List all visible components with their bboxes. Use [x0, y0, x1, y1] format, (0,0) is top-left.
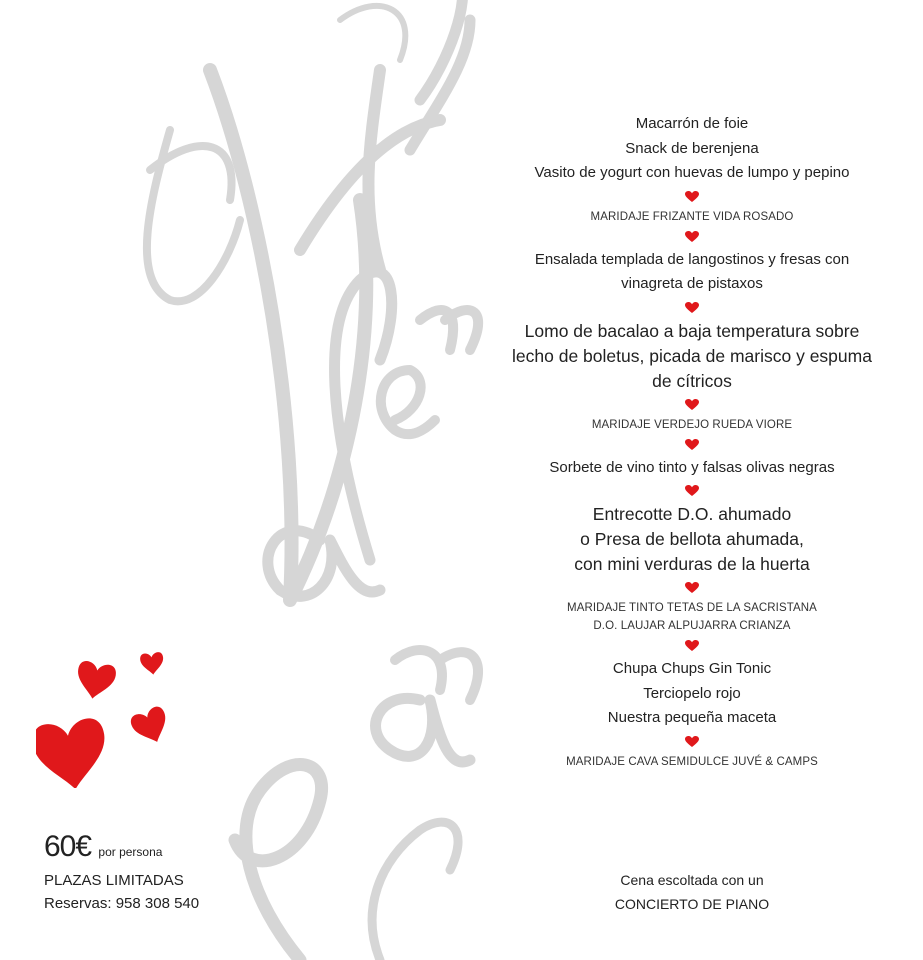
menu-item: vinagreta de pistaxos	[621, 275, 763, 292]
heart-divider-icon	[490, 226, 894, 248]
hearts-cluster-icon	[36, 648, 176, 788]
wine-pairing: MARIDAJE VERDEJO RUEDA VIORE	[591, 418, 793, 431]
menu-item: Chupa Chups Gin Tonic	[612, 660, 772, 677]
pricing-block	[44, 830, 304, 915]
price	[44, 830, 304, 869]
menu-item: con mini verduras de la huerta	[574, 554, 810, 574]
menu-item: Entrecotte D.O. ahumado	[592, 504, 792, 524]
menu-item: Snack de berenjena	[625, 139, 759, 157]
price-per-person: por persona	[98, 845, 163, 859]
menu-item: Vasito de yogurt con huevas de lumpo y pepino	[534, 164, 850, 181]
menu-item: Lomo de bacalao a baja temperatura sobre	[524, 320, 860, 341]
closing-note	[540, 868, 844, 916]
heart-divider-icon	[490, 635, 894, 657]
wine-pairing: MARIDAJE FRIZANTE VIDA ROSADO	[590, 210, 794, 223]
heart-divider-icon	[490, 577, 894, 599]
wine-pairing: D.O. LAUJAR ALPUJARRA CRIANZA	[593, 620, 791, 632]
menu-item: de cítricos	[652, 370, 732, 391]
menu-item: Sorbete de vino tinto y falsas olivas negras	[549, 458, 835, 476]
heart-divider-icon	[490, 394, 894, 416]
menu-column	[490, 112, 894, 771]
heart-divider-icon	[490, 731, 894, 753]
heart-divider-icon	[490, 434, 894, 456]
reservations-phone: Reservas: 958 308 540	[44, 895, 200, 912]
menu-item: lecho de boletus, picada de marisco y espuma	[512, 345, 872, 366]
menu-item: o Presa de bellota ahumada,	[580, 529, 804, 549]
menu-item: Ensalada templada de langostinos y fresas con	[534, 250, 850, 268]
closing-line: CONCIERTO DE PIANO	[614, 896, 770, 912]
menu-item: Terciopelo rojo	[643, 684, 741, 702]
closing-line: Cena escoltada con un	[620, 872, 764, 888]
wine-pairing: MARIDAJE TINTO TETAS DE LA SACRISTANA	[567, 602, 817, 614]
price-amount: 60€	[44, 830, 92, 863]
wine-pairing: MARIDAJE CAVA SEMIDULCE JUVÉ & CAMPS	[566, 755, 818, 768]
menu-item: Macarrón de foie	[635, 115, 749, 132]
limited-seats: PLAZAS LIMITADAS	[44, 872, 184, 889]
heart-divider-icon	[490, 480, 894, 502]
menu-item: Nuestra pequeña maceta	[607, 709, 777, 726]
heart-divider-icon	[490, 297, 894, 319]
heart-divider-icon	[490, 186, 894, 208]
